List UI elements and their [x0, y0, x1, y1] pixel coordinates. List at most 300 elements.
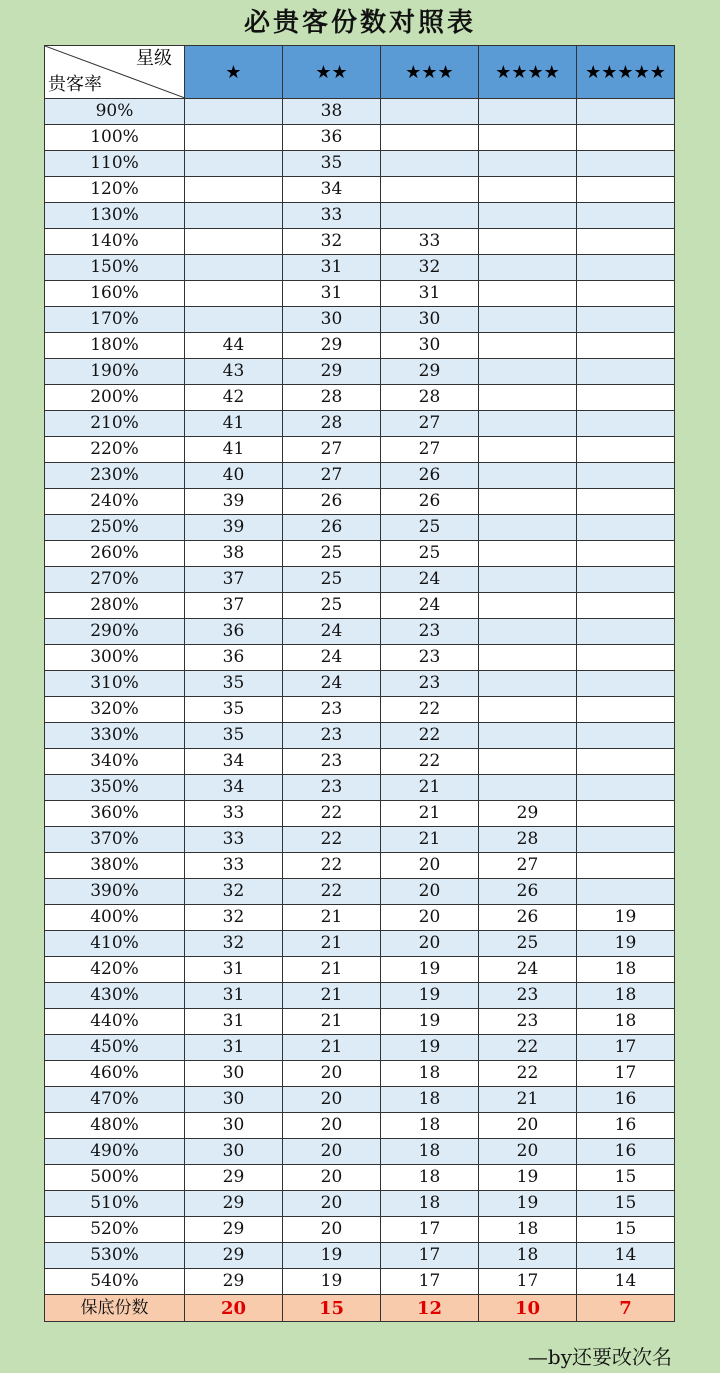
- count-cell: 25: [479, 931, 577, 957]
- table-row: [45, 1035, 675, 1061]
- count-cell: 18: [381, 1113, 479, 1139]
- count-cell: 21: [283, 983, 381, 1009]
- count-cell: [185, 307, 283, 333]
- count-cell: [577, 203, 675, 229]
- count-cell: [577, 359, 675, 385]
- table-row: [45, 879, 675, 905]
- count-cell: 34: [283, 177, 381, 203]
- table-row: [45, 775, 675, 801]
- count-cell: [381, 125, 479, 151]
- count-cell: 31: [283, 255, 381, 281]
- table-row: [45, 801, 675, 827]
- count-cell: [479, 255, 577, 281]
- table-row: [45, 645, 675, 671]
- rate-cell: 500%: [45, 1165, 185, 1191]
- table-row: [45, 593, 675, 619]
- count-cell: 15: [577, 1191, 675, 1217]
- count-cell: [185, 203, 283, 229]
- table-row: [45, 489, 675, 515]
- table-row: [45, 671, 675, 697]
- count-cell: 35: [185, 723, 283, 749]
- rate-cell: 150%: [45, 255, 185, 281]
- count-cell: 16: [577, 1087, 675, 1113]
- count-cell: [479, 177, 577, 203]
- rate-cell: 300%: [45, 645, 185, 671]
- count-cell: [577, 385, 675, 411]
- count-cell: [185, 99, 283, 125]
- count-cell: 24: [381, 567, 479, 593]
- count-cell: [577, 749, 675, 775]
- count-cell: 23: [283, 749, 381, 775]
- count-cell: 30: [185, 1087, 283, 1113]
- rate-cell: 520%: [45, 1217, 185, 1243]
- count-cell: [185, 229, 283, 255]
- count-cell: 38: [283, 99, 381, 125]
- rate-cell: 130%: [45, 203, 185, 229]
- count-cell: [577, 827, 675, 853]
- count-cell: 34: [185, 775, 283, 801]
- count-cell: 21: [381, 801, 479, 827]
- count-cell: 28: [479, 827, 577, 853]
- count-cell: 18: [479, 1243, 577, 1269]
- count-cell: 16: [577, 1139, 675, 1165]
- table-row: [45, 567, 675, 593]
- rate-cell: 390%: [45, 879, 185, 905]
- count-cell: [479, 359, 577, 385]
- count-cell: 20: [283, 1165, 381, 1191]
- table-row: [45, 1217, 675, 1243]
- count-cell: [479, 151, 577, 177]
- count-cell: [185, 151, 283, 177]
- rate-cell: 490%: [45, 1139, 185, 1165]
- count-cell: 29: [283, 333, 381, 359]
- count-cell: 21: [381, 775, 479, 801]
- page-title: 必贵客份数对照表: [243, 8, 476, 38]
- rate-cell: 90%: [45, 99, 185, 125]
- lookup-table: [44, 45, 675, 1322]
- count-cell: 29: [381, 359, 479, 385]
- count-cell: [577, 723, 675, 749]
- count-cell: 35: [185, 671, 283, 697]
- count-cell: 14: [577, 1243, 675, 1269]
- count-cell: 20: [283, 1087, 381, 1113]
- count-cell: [577, 151, 675, 177]
- count-cell: 30: [283, 307, 381, 333]
- table-row: [45, 957, 675, 983]
- rate-cell: 450%: [45, 1035, 185, 1061]
- count-cell: 33: [185, 827, 283, 853]
- rate-cell: 420%: [45, 957, 185, 983]
- table-row: [45, 1113, 675, 1139]
- rate-cell: 240%: [45, 489, 185, 515]
- count-cell: [479, 489, 577, 515]
- count-cell: 33: [381, 229, 479, 255]
- count-cell: 41: [185, 437, 283, 463]
- count-cell: 19: [479, 1191, 577, 1217]
- count-cell: 28: [381, 385, 479, 411]
- count-cell: [479, 125, 577, 151]
- count-cell: 20: [381, 931, 479, 957]
- count-cell: 18: [577, 1009, 675, 1035]
- rate-cell: 360%: [45, 801, 185, 827]
- count-cell: 19: [381, 957, 479, 983]
- count-cell: 22: [479, 1035, 577, 1061]
- table-row: [45, 1243, 675, 1269]
- count-cell: [577, 255, 675, 281]
- count-cell: 21: [283, 1009, 381, 1035]
- count-cell: 30: [185, 1061, 283, 1087]
- count-cell: 32: [185, 879, 283, 905]
- count-cell: [479, 281, 577, 307]
- count-cell: 24: [283, 645, 381, 671]
- count-cell: 36: [185, 645, 283, 671]
- count-cell: 22: [283, 879, 381, 905]
- table-row: [45, 1061, 675, 1087]
- table-body: [45, 99, 675, 1295]
- rate-cell: 310%: [45, 671, 185, 697]
- count-cell: 18: [577, 983, 675, 1009]
- count-cell: 29: [185, 1165, 283, 1191]
- star-header-2: ★★: [283, 46, 381, 99]
- count-cell: 36: [283, 125, 381, 151]
- table-row: [45, 541, 675, 567]
- table-row: [45, 203, 675, 229]
- count-cell: 18: [577, 957, 675, 983]
- count-cell: [185, 125, 283, 151]
- rate-cell: 120%: [45, 177, 185, 203]
- count-cell: [577, 541, 675, 567]
- minimum-label: 保底份数: [45, 1295, 185, 1322]
- star-header-5: ★★★★★: [577, 46, 675, 99]
- count-cell: [577, 515, 675, 541]
- count-cell: 39: [185, 515, 283, 541]
- table-row: [45, 281, 675, 307]
- count-cell: 40: [185, 463, 283, 489]
- guest-rate-label: 贵客率: [48, 74, 102, 95]
- rate-cell: 350%: [45, 775, 185, 801]
- table-row: [45, 515, 675, 541]
- count-cell: 35: [185, 697, 283, 723]
- rate-cell: 470%: [45, 1087, 185, 1113]
- count-cell: 44: [185, 333, 283, 359]
- count-cell: 17: [577, 1061, 675, 1087]
- count-cell: 39: [185, 489, 283, 515]
- count-cell: 20: [479, 1113, 577, 1139]
- count-cell: [381, 203, 479, 229]
- rate-cell: 510%: [45, 1191, 185, 1217]
- count-cell: [479, 99, 577, 125]
- count-cell: 20: [283, 1061, 381, 1087]
- table-row: [45, 853, 675, 879]
- rate-cell: 540%: [45, 1269, 185, 1295]
- table-row: [45, 931, 675, 957]
- minimum-value: 12: [381, 1295, 479, 1322]
- star-level-label: 星级: [136, 48, 172, 69]
- count-cell: 20: [479, 1139, 577, 1165]
- count-cell: 18: [479, 1217, 577, 1243]
- count-cell: 18: [381, 1165, 479, 1191]
- minimum-row: [45, 1295, 675, 1322]
- table-row: [45, 359, 675, 385]
- count-cell: 16: [577, 1113, 675, 1139]
- count-cell: 20: [381, 879, 479, 905]
- rate-cell: 210%: [45, 411, 185, 437]
- table-row: [45, 697, 675, 723]
- rate-cell: 200%: [45, 385, 185, 411]
- count-cell: [479, 541, 577, 567]
- count-cell: [381, 99, 479, 125]
- count-cell: 25: [283, 567, 381, 593]
- count-cell: [479, 385, 577, 411]
- count-cell: 30: [185, 1139, 283, 1165]
- count-cell: [577, 333, 675, 359]
- count-cell: [577, 567, 675, 593]
- table-row: [45, 229, 675, 255]
- count-cell: [577, 437, 675, 463]
- count-cell: [577, 177, 675, 203]
- count-cell: [479, 203, 577, 229]
- rate-cell: 180%: [45, 333, 185, 359]
- count-cell: 21: [283, 931, 381, 957]
- rate-cell: 190%: [45, 359, 185, 385]
- count-cell: [381, 151, 479, 177]
- count-cell: [577, 125, 675, 151]
- count-cell: 26: [381, 489, 479, 515]
- count-cell: 23: [283, 775, 381, 801]
- count-cell: 22: [381, 697, 479, 723]
- count-cell: 22: [283, 827, 381, 853]
- rate-cell: 270%: [45, 567, 185, 593]
- count-cell: 19: [479, 1165, 577, 1191]
- count-cell: [577, 463, 675, 489]
- count-cell: 18: [381, 1191, 479, 1217]
- count-cell: 29: [479, 801, 577, 827]
- count-cell: [479, 723, 577, 749]
- signature: —by还要改次名: [527, 1345, 672, 1369]
- count-cell: 21: [479, 1087, 577, 1113]
- count-cell: 19: [283, 1243, 381, 1269]
- count-cell: 27: [381, 411, 479, 437]
- count-cell: 20: [283, 1191, 381, 1217]
- count-cell: 25: [381, 515, 479, 541]
- table-row: [45, 255, 675, 281]
- count-cell: 41: [185, 411, 283, 437]
- rate-cell: 170%: [45, 307, 185, 333]
- count-cell: [381, 177, 479, 203]
- count-cell: 24: [479, 957, 577, 983]
- table-row: [45, 411, 675, 437]
- table-row: [45, 437, 675, 463]
- count-cell: 21: [283, 957, 381, 983]
- count-cell: 27: [479, 853, 577, 879]
- count-cell: [577, 697, 675, 723]
- count-cell: [479, 437, 577, 463]
- count-cell: 20: [283, 1217, 381, 1243]
- count-cell: 20: [381, 853, 479, 879]
- table-row: [45, 905, 675, 931]
- count-cell: 26: [381, 463, 479, 489]
- count-cell: 20: [283, 1139, 381, 1165]
- rate-cell: 460%: [45, 1061, 185, 1087]
- count-cell: [479, 515, 577, 541]
- count-cell: 20: [283, 1113, 381, 1139]
- star-header-4: ★★★★: [479, 46, 577, 99]
- count-cell: 15: [577, 1165, 675, 1191]
- rate-cell: 260%: [45, 541, 185, 567]
- count-cell: [577, 489, 675, 515]
- count-cell: 28: [283, 385, 381, 411]
- count-cell: 21: [283, 905, 381, 931]
- count-cell: 24: [381, 593, 479, 619]
- table-row: [45, 385, 675, 411]
- rate-cell: 380%: [45, 853, 185, 879]
- count-cell: [479, 333, 577, 359]
- count-cell: 15: [577, 1217, 675, 1243]
- table-row: [45, 619, 675, 645]
- count-cell: [577, 853, 675, 879]
- count-cell: 24: [283, 671, 381, 697]
- table-row: [45, 1269, 675, 1295]
- count-cell: 18: [381, 1087, 479, 1113]
- count-cell: 20: [381, 905, 479, 931]
- count-cell: [577, 307, 675, 333]
- rate-cell: 440%: [45, 1009, 185, 1035]
- count-cell: 19: [381, 1035, 479, 1061]
- table-row: [45, 125, 675, 151]
- count-cell: 30: [185, 1113, 283, 1139]
- count-cell: 27: [283, 463, 381, 489]
- rate-cell: 230%: [45, 463, 185, 489]
- count-cell: 17: [381, 1243, 479, 1269]
- count-cell: 32: [185, 905, 283, 931]
- count-cell: 23: [283, 723, 381, 749]
- count-cell: 23: [479, 1009, 577, 1035]
- count-cell: 31: [185, 957, 283, 983]
- count-cell: [577, 775, 675, 801]
- count-cell: [479, 697, 577, 723]
- count-cell: 31: [283, 281, 381, 307]
- count-cell: 31: [381, 281, 479, 307]
- count-cell: 19: [381, 983, 479, 1009]
- count-cell: 17: [381, 1269, 479, 1295]
- count-cell: 29: [185, 1269, 283, 1295]
- count-cell: 33: [185, 801, 283, 827]
- minimum-value: 15: [283, 1295, 381, 1322]
- count-cell: 29: [283, 359, 381, 385]
- minimum-value: 20: [185, 1295, 283, 1322]
- count-cell: [577, 99, 675, 125]
- count-cell: 29: [185, 1217, 283, 1243]
- count-cell: 25: [283, 541, 381, 567]
- rate-cell: 320%: [45, 697, 185, 723]
- count-cell: 26: [283, 515, 381, 541]
- count-cell: [185, 281, 283, 307]
- minimum-value: 10: [479, 1295, 577, 1322]
- count-cell: [479, 775, 577, 801]
- count-cell: 29: [185, 1243, 283, 1269]
- count-cell: 37: [185, 593, 283, 619]
- count-cell: 35: [283, 151, 381, 177]
- count-cell: 22: [381, 723, 479, 749]
- count-cell: 29: [185, 1191, 283, 1217]
- count-cell: 32: [185, 931, 283, 957]
- count-cell: 36: [185, 619, 283, 645]
- count-cell: 27: [381, 437, 479, 463]
- count-cell: 17: [577, 1035, 675, 1061]
- count-cell: 19: [577, 905, 675, 931]
- count-cell: 17: [479, 1269, 577, 1295]
- count-cell: [479, 645, 577, 671]
- table-row: [45, 307, 675, 333]
- count-cell: 31: [185, 1035, 283, 1061]
- table-row: [45, 827, 675, 853]
- minimum-value: 7: [577, 1295, 675, 1322]
- table-row: [45, 177, 675, 203]
- count-cell: [577, 281, 675, 307]
- rate-cell: 250%: [45, 515, 185, 541]
- count-cell: 19: [283, 1269, 381, 1295]
- count-cell: 37: [185, 567, 283, 593]
- count-cell: 22: [479, 1061, 577, 1087]
- table-row: [45, 1009, 675, 1035]
- table-row: [45, 749, 675, 775]
- count-cell: 24: [283, 619, 381, 645]
- table-row: [45, 1139, 675, 1165]
- count-cell: 23: [381, 671, 479, 697]
- count-cell: [479, 567, 577, 593]
- count-cell: 33: [283, 203, 381, 229]
- rate-cell: 110%: [45, 151, 185, 177]
- count-cell: [577, 593, 675, 619]
- count-cell: 34: [185, 749, 283, 775]
- star-header-1: ★: [185, 46, 283, 99]
- count-cell: 26: [479, 879, 577, 905]
- rate-cell: 280%: [45, 593, 185, 619]
- rate-cell: 430%: [45, 983, 185, 1009]
- rate-cell: 480%: [45, 1113, 185, 1139]
- count-cell: 22: [283, 801, 381, 827]
- table-row: [45, 1165, 675, 1191]
- count-cell: 25: [381, 541, 479, 567]
- count-cell: [479, 749, 577, 775]
- count-cell: 32: [381, 255, 479, 281]
- count-cell: [479, 229, 577, 255]
- count-cell: 23: [381, 619, 479, 645]
- star-header-3: ★★★: [381, 46, 479, 99]
- count-cell: 23: [479, 983, 577, 1009]
- count-cell: 43: [185, 359, 283, 385]
- table-row: [45, 1191, 675, 1217]
- count-cell: 21: [283, 1035, 381, 1061]
- count-cell: 31: [185, 983, 283, 1009]
- count-cell: 18: [381, 1139, 479, 1165]
- rate-cell: 530%: [45, 1243, 185, 1269]
- rate-cell: 100%: [45, 125, 185, 151]
- count-cell: 25: [283, 593, 381, 619]
- count-cell: [577, 801, 675, 827]
- rate-cell: 400%: [45, 905, 185, 931]
- count-cell: 28: [283, 411, 381, 437]
- count-cell: 31: [185, 1009, 283, 1035]
- header-row: [45, 46, 675, 99]
- count-cell: [479, 307, 577, 333]
- count-cell: 22: [381, 749, 479, 775]
- count-cell: 30: [381, 307, 479, 333]
- count-cell: 21: [381, 827, 479, 853]
- count-cell: 30: [381, 333, 479, 359]
- count-cell: 27: [283, 437, 381, 463]
- rate-cell: 410%: [45, 931, 185, 957]
